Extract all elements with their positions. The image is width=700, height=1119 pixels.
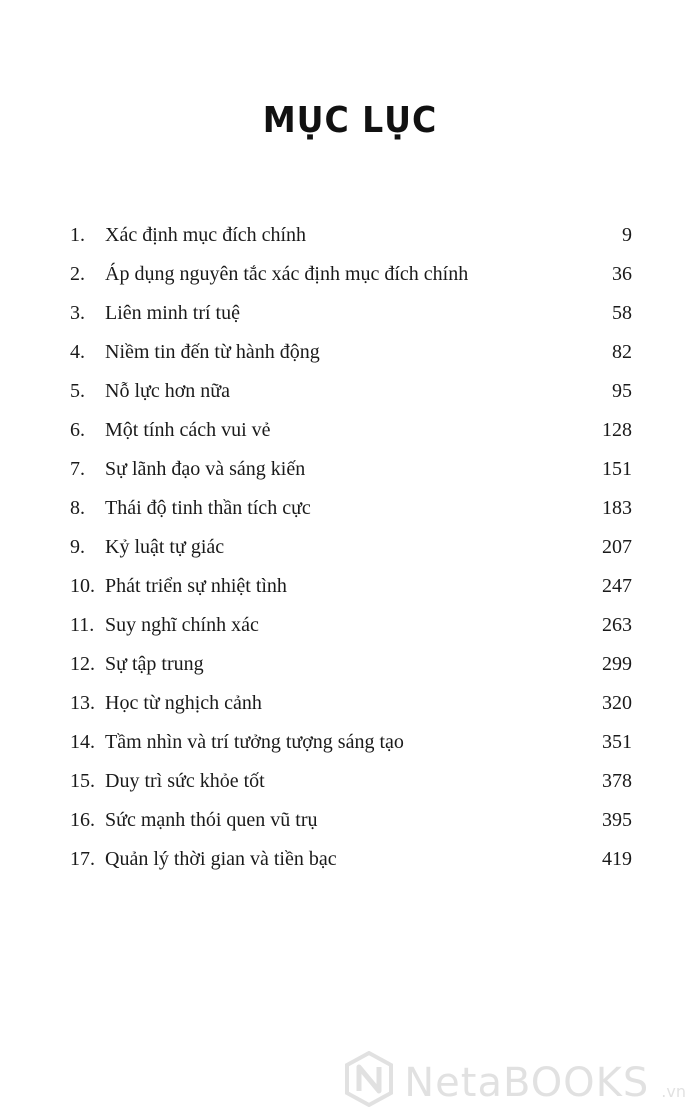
toc-entry-title: Niềm tin đến từ hành động xyxy=(105,341,320,363)
toc-entry xyxy=(70,532,632,571)
watermark-brand: NetaBOOKS xyxy=(404,1060,650,1106)
toc-entry-page: 183 xyxy=(602,497,632,519)
toc-entry-page: 263 xyxy=(602,614,632,636)
toc-entry-number: 5. xyxy=(70,380,85,402)
toc-entry-number: 6. xyxy=(70,419,85,441)
toc-entry-title: Suy nghĩ chính xác xyxy=(105,614,259,636)
toc-entry xyxy=(70,766,632,805)
toc-entry xyxy=(70,571,632,610)
toc-entry-page: 128 xyxy=(602,419,632,441)
toc-entry-page: 151 xyxy=(602,458,632,480)
toc-entry-page: 82 xyxy=(612,341,632,363)
toc-entry-number: 3. xyxy=(70,302,85,324)
netabooks-logo-icon xyxy=(344,1051,394,1107)
toc-entry-title: Kỷ luật tự giác xyxy=(105,536,225,558)
toc-entry-page: 36 xyxy=(612,263,632,285)
toc-entry-title: Phát triển sự nhiệt tình xyxy=(105,575,287,597)
toc-entry-title: Quản lý thời gian và tiền bạc xyxy=(105,848,337,870)
toc-entry-title: Sự lãnh đạo và sáng kiến xyxy=(105,458,306,480)
toc-entry xyxy=(70,298,632,337)
toc-entry xyxy=(70,415,632,454)
toc-entry xyxy=(70,844,632,883)
toc-entry-number: 7. xyxy=(70,458,85,480)
toc-entry xyxy=(70,337,632,376)
toc-entry-number: 17. xyxy=(70,848,95,870)
table-of-contents xyxy=(70,220,632,883)
toc-entry-title: Nỗ lực hơn nữa xyxy=(105,380,231,402)
toc-entry-title: Sự tập trung xyxy=(105,653,204,675)
toc-entry-page: 299 xyxy=(602,653,632,675)
toc-entry xyxy=(70,493,632,532)
toc-entry-title: Áp dụng nguyên tắc xác định mục đích chính xyxy=(105,263,469,285)
toc-entry-page: 351 xyxy=(602,731,632,753)
toc-entry-page: 95 xyxy=(612,380,632,402)
toc-entry-page: 320 xyxy=(602,692,632,714)
toc-entry-number: 13. xyxy=(70,692,95,714)
toc-entry-number: 15. xyxy=(70,770,95,792)
toc-entry-title: Học từ nghịch cảnh xyxy=(105,692,262,714)
toc-entry-title: Tầm nhìn và trí tưởng tượng sáng tạo xyxy=(105,731,404,753)
toc-entry-number: 9. xyxy=(70,536,85,558)
toc-entry-page: 378 xyxy=(602,770,632,792)
watermark-suffix: .vn xyxy=(661,1082,686,1101)
toc-entry xyxy=(70,610,632,649)
toc-entry-page: 419 xyxy=(602,848,632,870)
toc-entry xyxy=(70,259,632,298)
toc-entry-number: 11. xyxy=(70,614,95,636)
toc-entry-number: 4. xyxy=(70,341,85,363)
toc-entry-page: 58 xyxy=(612,302,632,324)
toc-entry-title: Xác định mục đích chính xyxy=(105,224,307,246)
toc-entry-number: 10. xyxy=(70,575,95,597)
netabooks-watermark xyxy=(344,1051,686,1107)
toc-entry-number: 1. xyxy=(70,224,85,246)
toc-entry-page: 207 xyxy=(602,536,632,558)
toc-entry xyxy=(70,727,632,766)
toc-entry xyxy=(70,688,632,727)
toc-entry xyxy=(70,220,632,259)
toc-entry-title: Liên minh trí tuệ xyxy=(105,302,240,324)
toc-entry xyxy=(70,805,632,844)
page-title: MỤC LỤC xyxy=(262,100,438,141)
toc-entry-page: 247 xyxy=(602,575,632,597)
toc-entry-title: Thái độ tinh thần tích cực xyxy=(105,497,311,519)
toc-entry-number: 14. xyxy=(70,731,95,753)
toc-entry xyxy=(70,454,632,493)
toc-entry-number: 2. xyxy=(70,263,85,285)
toc-entry xyxy=(70,649,632,688)
toc-entry-page: 9 xyxy=(622,224,632,246)
toc-entry-number: 16. xyxy=(70,809,95,831)
toc-entry-page: 395 xyxy=(602,809,632,831)
toc-entry-title: Một tính cách vui vẻ xyxy=(105,419,271,441)
toc-entry-title: Duy trì sức khỏe tốt xyxy=(105,770,265,792)
toc-entry-number: 8. xyxy=(70,497,85,519)
toc-entry-number: 12. xyxy=(70,653,95,675)
toc-entry xyxy=(70,376,632,415)
toc-entry-title: Sức mạnh thói quen vũ trụ xyxy=(105,809,318,831)
